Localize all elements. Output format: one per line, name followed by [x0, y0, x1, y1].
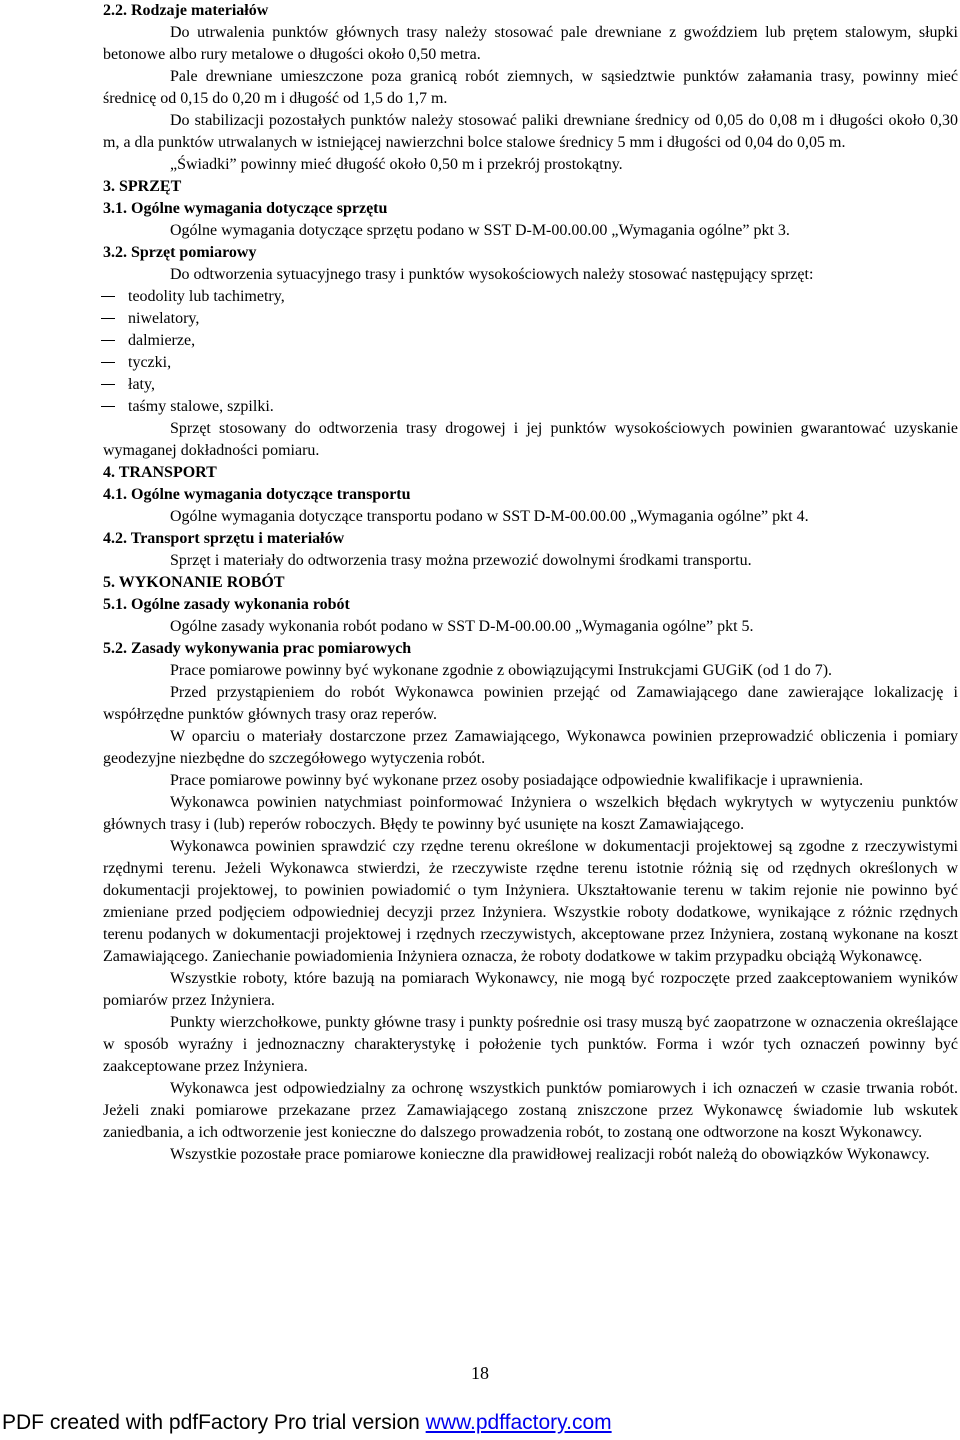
heading-4-2: 4.2. Transport sprzętu i materiałów — [103, 530, 345, 547]
list-item — [103, 308, 958, 330]
heading-2-2: 2.2. Rodzaje materiałów — [103, 2, 269, 19]
paragraph: Ogólne zasady wykonania robót podano w SST D-M-00.00.00 „Wymagania ogólne” pkt 5. — [170, 618, 754, 635]
paragraph: W oparciu o materiały dostarczone przez Zamawiającego, Wykonawca powinien przeprowadzić obliczenia i pomiary geodezyjne niezbędne do szczegółowego wytyczenia robót. — [103, 728, 958, 767]
list-item-text: tyczki, — [128, 354, 172, 371]
paragraph: „Świadki” powinny mieć długość około 0,50 m i przekrój prostokątny. — [170, 156, 623, 173]
dash-bullet-icon — [101, 340, 115, 341]
heading-4-1: 4.1. Ogólne wymagania dotyczące transportu — [103, 486, 411, 503]
paragraph: Przed przystąpieniem do robót Wykonawca powinien przejąć od Zamawiającego dane zawierające lokalizację i współrzędne punktów głównych trasy oraz reperów. — [103, 684, 958, 723]
pdf-footer — [2, 1411, 612, 1435]
paragraph: Punkty wierzchołkowe, punkty główne trasy i punkty pośrednie osi trasy muszą być zaopatrzone w oznaczenia określające w sposób wyraźny i jednoznaczny charakterystykę i położenie tych punktów. Forma i wzór tych oznaczeń powinny być zaakceptowane przez Inżyniera. — [103, 1014, 958, 1075]
list-item — [103, 352, 958, 374]
list-item-text: taśmy stalowe, szpilki. — [128, 398, 274, 415]
heading-4: 4. TRANSPORT — [103, 464, 217, 481]
dash-bullet-icon — [101, 318, 115, 319]
dash-bullet-icon — [101, 406, 115, 407]
heading-3-2: 3.2. Sprzęt pomiarowy — [103, 244, 257, 261]
list-item-text: łaty, — [128, 376, 155, 393]
paragraph: Prace pomiarowe powinny być wykonane zgodnie z obowiązującymi Instrukcjami GUGiK (od 1 do 7). — [170, 662, 833, 679]
list-item — [103, 396, 958, 418]
paragraph: Do utrwalenia punktów głównych trasy należy stosować pale drewniane z gwoździem lub prętem stalowym, słupki betonowe albo rury metalowe o długości około 0,50 metra. — [103, 24, 958, 63]
list-item-text: teodolity lub tachimetry, — [128, 288, 285, 305]
footer-text: PDF created with pdfFactory Pro trial version — [2, 1411, 426, 1434]
paragraph: Do stabilizacji pozostałych punktów należy stosować paliki drewniane średnicy od 0,05 do 0,08 m i długości około 0,30 m, a dla punktów utrwalanych w istniejącej nawierzchni bolce stalowe średnicy 5 mm i długości od 0,04 do 0,05 m. — [103, 112, 958, 151]
dash-bullet-icon — [101, 296, 115, 297]
paragraph: Wykonawca powinien sprawdzić czy rzędne terenu określone w dokumentacji projektowej są zgodne z rzeczywistymi rzędnymi terenu. Jeżeli Wykonawca stwierdzi, że rzeczywiste rzędne terenu istotnie różnią się od rzędnych określonych w dokumentacji projektowej, to powinien powiadomić o tym Inżyniera. Ukształtowanie terenu w takim rejonie nie powinno być zmieniane przed podjęciem odpowiedniej decyzji przez Inżyniera. Wszystkie roboty dodatkowe, wynikające z różnic rzędnych terenu podanych w dokumentacji projektowej i rzędnych rzeczywistych, akceptowane przez Inżyniera, zostaną wykonane na koszt Zamawiającego. Zaniechanie powiadomienia Inżyniera oznacza, że roboty dodatkowe w takim przypadku obciążą Wykonawcę. — [103, 838, 958, 965]
document-page — [103, 0, 958, 1166]
list-item-text: niwelatory, — [128, 310, 200, 327]
paragraph: Ogólne wymagania dotyczące transportu podano w SST D-M-00.00.00 „Wymagania ogólne” pkt 4. — [170, 508, 809, 525]
paragraph: Wykonawca jest odpowiedzialny za ochronę wszystkich punktów pomiarowych i ich oznaczeń w czasie trwania robót. Jeżeli znaki pomiarowe przekazane przez Zamawiającego zostaną zniszczone przez Wykonawcę świadomie lub wskutek zaniedbania, a ich odtworzenie jest konieczne do dalszego prowadzenia robót, to zostaną one odtworzone na koszt Wykonawcy. — [103, 1080, 958, 1141]
list-item — [103, 286, 958, 308]
paragraph: Wykonawca powinien natychmiast poinformować Inżyniera o wszelkich błędach wykrytych w wytyczeniu punktów głównych trasy i (lub) reperów roboczych. Błędy te powinny być usunięte na koszt Zamawiającego. — [103, 794, 958, 833]
paragraph: Wszystkie pozostałe prace pomiarowe konieczne dla prawidłowej realizacji robót należą do obowiązków Wykonawcy. — [170, 1146, 930, 1163]
heading-5-1: 5.1. Ogólne zasady wykonania robót — [103, 596, 350, 613]
paragraph: Pale drewniane umieszczone poza granicą robót ziemnych, w sąsiedztwie punktów załamania trasy, powinny mieć średnicę od 0,15 do 0,20 m i długość od 1,5 do 1,7 m. — [103, 68, 958, 107]
dash-bullet-icon — [101, 384, 115, 385]
page-number: 18 — [471, 1363, 489, 1383]
list-item — [103, 374, 958, 396]
dash-bullet-icon — [101, 362, 115, 363]
paragraph: Prace pomiarowe powinny być wykonane przez osoby posiadające odpowiednie kwalifikacje i uprawnienia. — [170, 772, 864, 789]
footer-link[interactable]: www.pdffactory.com — [425, 1411, 612, 1434]
paragraph: Do odtworzenia sytuacyjnego trasy i punktów wysokościowych należy stosować następujący sprzęt: — [170, 266, 814, 283]
heading-3: 3. SPRZĘT — [103, 178, 182, 195]
list-item — [103, 330, 958, 352]
equipment-list — [103, 286, 958, 418]
heading-3-1: 3.1. Ogólne wymagania dotyczące sprzętu — [103, 200, 388, 217]
paragraph: Sprzęt stosowany do odtworzenia trasy drogowej i jej punktów wysokościowych powinien gwarantować uzyskanie wymaganej dokładności pomiaru. — [103, 420, 958, 459]
paragraph: Ogólne wymagania dotyczące sprzętu podano w SST D-M-00.00.00 „Wymagania ogólne” pkt 3. — [170, 222, 790, 239]
heading-5: 5. WYKONANIE ROBÓT — [103, 574, 285, 591]
list-item-text: dalmierze, — [128, 332, 196, 349]
paragraph: Wszystkie roboty, które bazują na pomiarach Wykonawcy, nie mogą być rozpoczęte przed zaakceptowaniem wyników pomiarów przez Inżyniera. — [103, 970, 958, 1009]
heading-5-2: 5.2. Zasady wykonywania prac pomiarowych — [103, 640, 412, 657]
paragraph: Sprzęt i materiały do odtworzenia trasy można przewozić dowolnymi środkami transportu. — [170, 552, 752, 569]
